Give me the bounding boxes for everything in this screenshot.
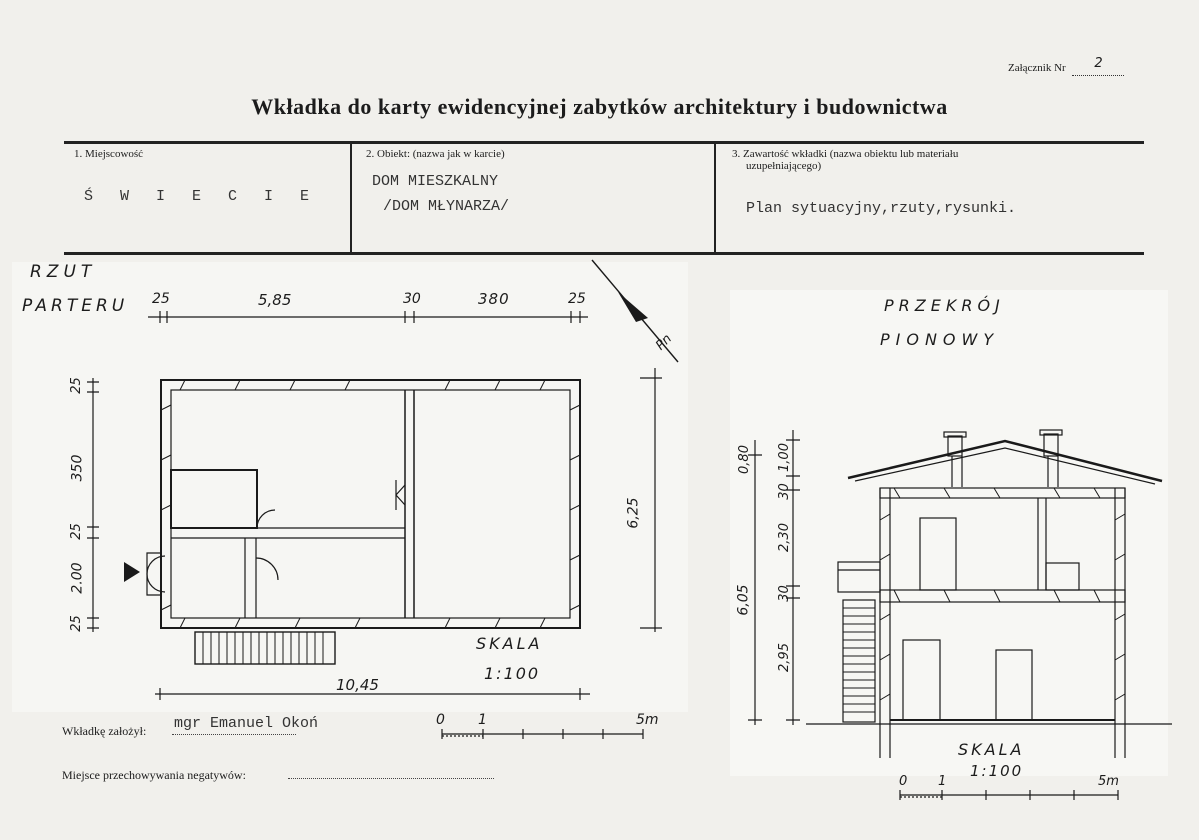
plan-dim-left-3: 25	[68, 523, 84, 540]
field-locality-label: 1. Miejscowość	[74, 148, 144, 160]
plan-dim-top-5: 25	[568, 291, 586, 307]
outer-wall-outer	[161, 380, 580, 628]
field-locality-value: Ś W I E C I E	[84, 188, 319, 205]
field-object-value-2: /DOM MŁYNARZA/	[383, 198, 510, 215]
plan-scale-label: SKALA	[476, 634, 543, 653]
field-object-label: 2. Obiekt: (nazwa jak w karcie)	[366, 148, 505, 160]
field-content-label-2: uzupełniającego)	[746, 160, 822, 172]
plan-dim-bottom: 10,45	[336, 676, 379, 694]
plan-dim-right: 6,25	[625, 497, 642, 529]
table-top-rule	[64, 141, 1144, 144]
section-title-1: PRZEKRÓJ	[884, 296, 1005, 315]
section-bar-label-5: 5m	[1098, 774, 1119, 789]
table-divider-1	[350, 141, 352, 254]
annex-number	[1008, 56, 1124, 76]
section-dim-right-3: 2,30	[776, 523, 792, 552]
page-title: Wkładka do karty ewidencyjnej zabytków architektury i budownictwa	[251, 94, 948, 119]
footer-bar-label-5: 5m	[636, 712, 659, 728]
entrance-marker-icon	[124, 562, 140, 582]
annex-value: 2	[1094, 56, 1103, 71]
table-divider-2	[714, 141, 716, 254]
section-dim-left-2: 6,05	[735, 584, 752, 616]
section-dim-right-5: 2,95	[776, 643, 792, 672]
plan-scale-value: 1:100	[484, 664, 541, 683]
negatives-dotted-line	[288, 778, 494, 779]
field-content-value: Plan sytuacyjny,rzuty,rysunki.	[746, 200, 1017, 217]
author-label: Wkładkę założył:	[62, 724, 147, 738]
plan-dim-top-2: 5,85	[258, 291, 292, 309]
field-object-value-1: DOM MIESZKALNY	[372, 173, 499, 190]
section-dim-left-1: 0,80	[736, 445, 752, 474]
section-dim-right-1: 1,00	[776, 443, 792, 472]
section-scale-label: SKALA	[958, 740, 1025, 759]
section-scale-value: 1:100	[970, 762, 1024, 780]
section-title-2: PIONOWY	[880, 330, 1000, 349]
section-dim-right-4: 30	[776, 585, 792, 602]
plan-dim-top-1: 25	[152, 291, 170, 307]
outer-wall-inner	[171, 390, 570, 618]
negatives-label: Miejsce przechowywania negatywów:	[62, 768, 246, 782]
north-arrow-icon	[618, 292, 648, 322]
north-label: Pn	[653, 331, 676, 354]
plan-title-2: PARTERU	[22, 296, 129, 316]
author-value: mgr Emanuel Okoń	[174, 715, 319, 732]
author-dotted-line	[172, 734, 296, 735]
field-content-label-1: 3. Zawartość wkładki (nazwa obiektu lub materiału	[732, 148, 959, 160]
plan-dim-left-4: 2.00	[69, 562, 86, 594]
plan-dim-left-5: 25	[68, 615, 84, 632]
footer-scale-bar	[430, 712, 660, 746]
plan-title-1: RZUT	[30, 262, 97, 282]
plan-dim-left-2: 350	[69, 454, 86, 482]
annex-label: Załącznik Nr	[1008, 62, 1066, 74]
section-dim-right-2: 30	[776, 483, 792, 500]
section-bar-label-0: 0	[899, 774, 908, 789]
footer-bar-label-0: 0	[436, 712, 445, 728]
ground-floor-plan	[0, 255, 700, 715]
footer-bar-label-1: 1	[478, 712, 487, 728]
plan-dim-left-1: 25	[68, 377, 84, 394]
plan-dim-top-4: 380	[478, 290, 510, 308]
plan-dim-top-3: 30	[403, 291, 421, 307]
section-bar-label-1: 1	[938, 774, 947, 789]
